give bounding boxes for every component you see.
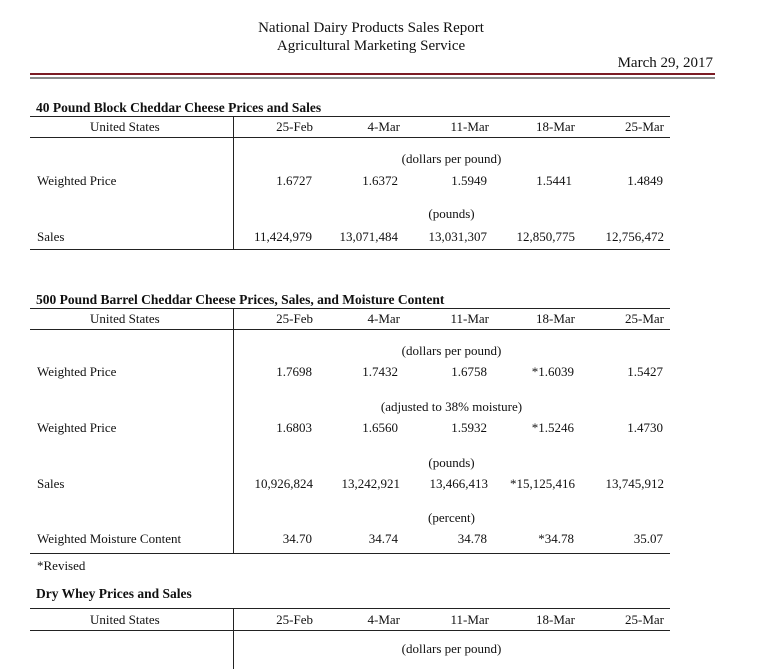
barrel-moisture-4: *34.78 — [538, 531, 574, 546]
barrel-adj-1: 1.6803 — [276, 420, 312, 435]
block-sales-4: 12,850,775 — [516, 229, 575, 244]
block-sales-unit: (pounds) — [428, 206, 475, 221]
block-section-title: 40 Pound Block Cheddar Cheese Prices and Sales — [36, 100, 322, 115]
col-header-5: 25-Mar — [625, 612, 664, 627]
col-header-2: 4-Mar — [367, 311, 400, 326]
block-price-4: 1.5441 — [536, 173, 572, 188]
barrel-sales-5: 13,745,912 — [605, 476, 664, 491]
barrel-sales-1: 10,926,824 — [254, 476, 313, 491]
block-sales-1: 11,424,979 — [253, 229, 312, 244]
col-header-2: 4-Mar — [367, 612, 400, 627]
barrel-sales-2: 13,242,921 — [341, 476, 400, 491]
report-title: National Dairy Products Sales Report — [258, 20, 484, 36]
barrel-sales-3: 13,466,413 — [429, 476, 488, 491]
barrel-moisture-2: 34.74 — [368, 531, 398, 546]
barrel-header-row — [30, 309, 670, 330]
barrel-price-label: Weighted Price — [37, 364, 117, 379]
barrel-section-title: 500 Pound Barrel Cheddar Cheese Prices, Sales, and Moisture Content — [36, 292, 445, 307]
barrel-price-unit: (dollars per pound) — [401, 343, 502, 358]
barrel-price-3: 1.6758 — [451, 364, 487, 379]
block-sales-3: 13,031,307 — [428, 229, 487, 244]
col-header-4: 18-Mar — [536, 311, 575, 326]
block-price-1: 1.6727 — [276, 173, 312, 188]
revised-note: *Revised — [37, 558, 86, 573]
barrel-price-5: 1.5427 — [627, 364, 663, 379]
col-header-5: 25-Mar — [625, 119, 664, 134]
block-table — [30, 116, 670, 250]
whey-section-title: Dry Whey Prices and Sales — [36, 586, 192, 601]
block-header-row — [30, 117, 670, 138]
header-rule-top — [30, 73, 715, 75]
block-sales-5: 12,756,472 — [605, 229, 664, 244]
block-sales-label: Sales — [37, 229, 65, 244]
barrel-adj-unit: (adjusted to 38% moisture) — [380, 399, 523, 414]
whey-price-unit: (dollars per pound) — [401, 641, 502, 656]
barrel-sales-4: *15,125,416 — [510, 476, 575, 491]
whey-table — [30, 608, 670, 669]
barrel-price-2: 1.7432 — [362, 364, 398, 379]
col-header-1: 25-Feb — [276, 311, 313, 326]
barrel-adj-label: Weighted Price — [37, 420, 117, 435]
barrel-price-1: 1.7698 — [276, 364, 312, 379]
barrel-moisture-3: 34.78 — [457, 531, 487, 546]
col-header-4: 18-Mar — [536, 612, 575, 627]
barrel-adj-2: 1.6560 — [362, 420, 398, 435]
region-label: United States — [90, 612, 160, 627]
barrel-sales-label: Sales — [37, 476, 65, 491]
col-header-1: 25-Feb — [276, 119, 313, 134]
barrel-moisture-1: 34.70 — [282, 531, 312, 546]
block-price-label: Weighted Price — [37, 173, 117, 188]
col-header-2: 4-Mar — [367, 119, 400, 134]
barrel-moisture-label: Weighted Moisture Content — [37, 531, 182, 546]
barrel-moisture-unit: (percent) — [428, 510, 475, 525]
barrel-table — [30, 308, 670, 554]
barrel-moisture-5: 35.07 — [633, 531, 663, 546]
col-header-5: 25-Mar — [625, 311, 664, 326]
barrel-adj-5: 1.4730 — [627, 420, 663, 435]
barrel-adj-4: *1.5246 — [531, 420, 574, 435]
col-header-4: 18-Mar — [536, 119, 575, 134]
report-date: March 29, 2017 — [617, 55, 713, 71]
report-subtitle: Agricultural Marketing Service — [276, 38, 466, 54]
block-price-3: 1.5949 — [451, 173, 487, 188]
col-header-3: 11-Mar — [450, 311, 489, 326]
barrel-sales-unit: (pounds) — [428, 455, 475, 470]
barrel-price-4: *1.6039 — [531, 364, 574, 379]
col-header-3: 11-Mar — [450, 119, 489, 134]
block-price-unit: (dollars per pound) — [401, 151, 502, 166]
barrel-adj-3: 1.5932 — [451, 420, 487, 435]
header-rule-bottom — [30, 77, 715, 79]
block-sales-2: 13,071,484 — [339, 229, 398, 244]
whey-header-row — [30, 609, 670, 631]
col-header-3: 11-Mar — [450, 612, 489, 627]
region-label: United States — [90, 311, 160, 326]
block-price-2: 1.6372 — [362, 173, 398, 188]
block-price-5: 1.4849 — [627, 173, 663, 188]
col-header-1: 25-Feb — [276, 612, 313, 627]
region-label: United States — [90, 119, 160, 134]
